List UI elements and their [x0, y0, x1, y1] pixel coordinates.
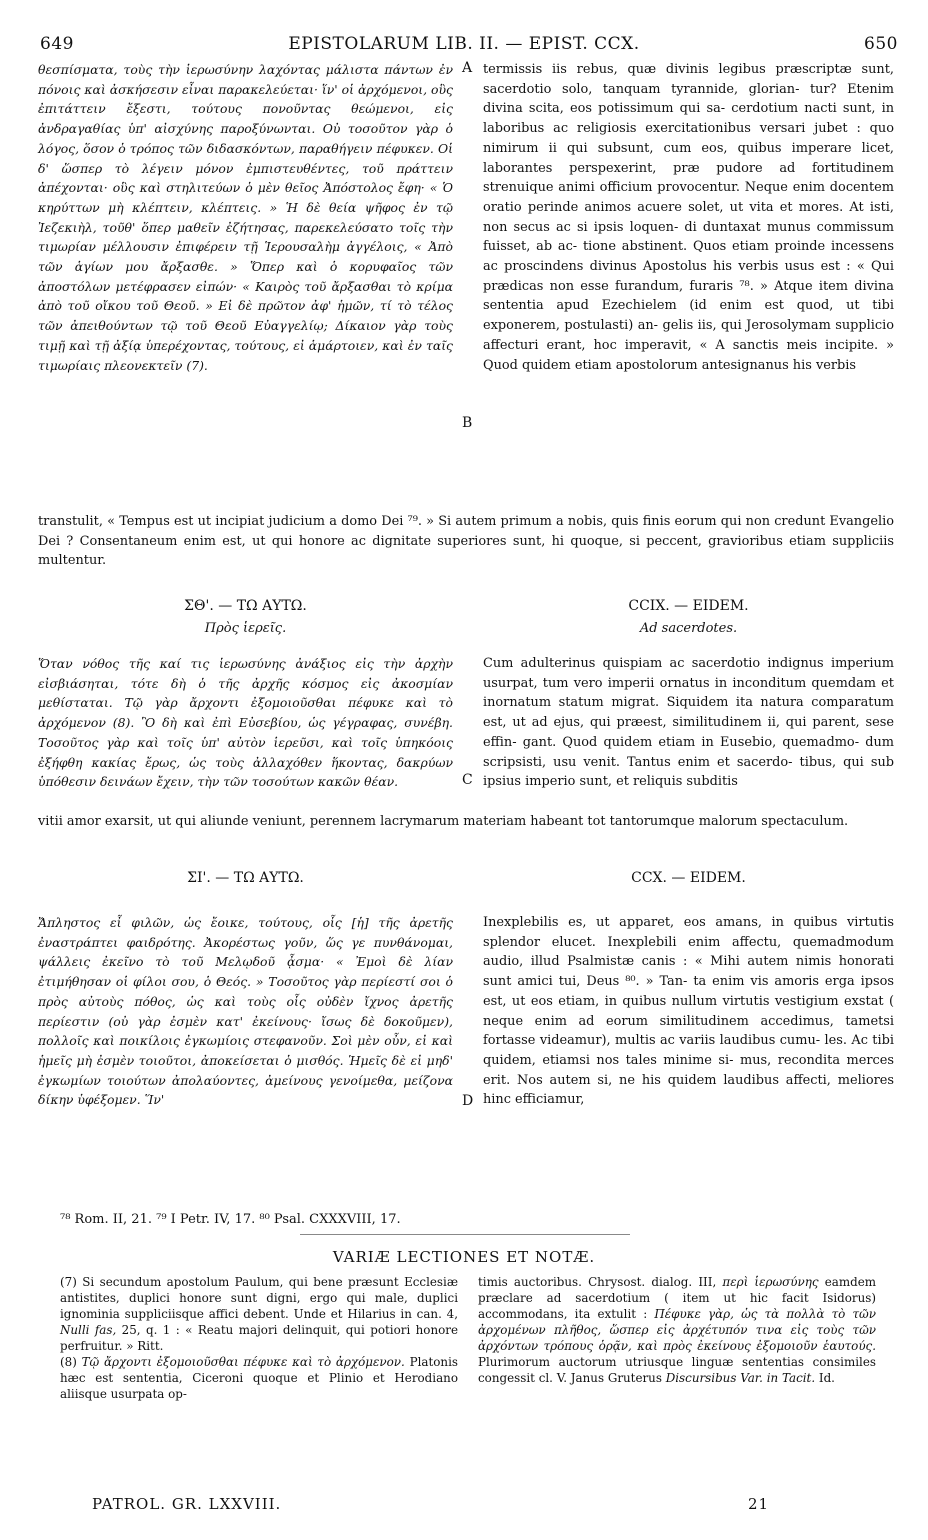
note-8-number: (8) — [60, 1355, 77, 1369]
note-8-continuation — [478, 1274, 876, 1386]
greek-text-1: θεσπίσματα, τοὺς τὴν ἱερωσύνην λαχόντας μάλιστα πάντων ἐν πόνοις καὶ ἀσκήσεσιν εἶναι παρακελεύεται· ἵν' οἱ ἀρχόμενοι, οὓς ἐπιτάττειν ἔξεστι, τούτους πονοῦντας θεώμενοι, εἰς ἀνδραγαθίας ὑπ' αἰσχύνης παροξύνωνται. Οὐ τοσοῦτον γὰρ ὁ λόγος, ὅσον ὁ τρόπος τῶν διδασκόντων, παραθήγειν πέφυκεν. Οἱ δ' ὥσπερ τὸ λέγειν μόνον ἐμπιστευθέντες, τοῦ πράττειν ἀπέχονται· οὓς καὶ στηλιτεύων ὁ μὲν θεῖος Ἀπόστολος ἔφη· « Ὁ κηρύττων μὴ κλέπτειν, κλέπτεις. » Ἡ δὲ θεία ψῆφος ἐν τῷ Ἰεζεκιὴλ, τοῦθ' ὅπερ μαθεῖν ἐζήτησας, παρεκελεύσατο τοῖς τὴν τιμωρίαν μέλλουσιν ἐπιφέρειν τῇ Ἱερουσαλὴμ ἀγγέλοις, « Ἀπὸ τῶν ἁγίων μου ἄρξασθε. » Ὅπερ καὶ ὁ κορυφαῖος τῶν ἀποστόλων μετέφρασεν εἰπών· « Καιρὸς τοῦ ἄρξασθαι τὸ κρίμα ἀπὸ τοῦ οἴκου τοῦ Θεοῦ. » Εἰ δὲ πρῶτον ἀφ' ἡμῶν, τί τὸ τέλος τῶν ἀπειθούντων τῷ τοῦ Θεοῦ Εὐαγγελίῳ; Δίκαιον γὰρ τοὺς τιμῇ καὶ τῇ ἀξίᾳ ὑπερέχοντας, τούτους, εἰ ἁμάρτοιεν, καὶ ἐν ταῖς τιμωρίαις πλεονεκτεῖν (7). — [38, 62, 453, 373]
latin-column-3 — [483, 913, 894, 1110]
note-cont-text-b: eamdem præclare ad sacerdotium ( item ut hic facit Isidorus) accommodans, ita extulit : — [478, 1275, 877, 1321]
note-cont-italic-b: Πέφυκε γὰρ, ὡς τὰ πολλὰ τὸ τῶν ἀρχομένων πλῆθος, ὥσπερ εἰς ἀρχέτυπόν τινα εἰς τοὺς τῶν ἀρχόντων τρόπους ὁρᾷν, καὶ πρὸς ἐκείνους ἐξομοιοῦν ἑαυτούς. — [478, 1307, 876, 1353]
page-number-left: 649 — [40, 34, 74, 54]
epistle-210-title-latin: CCX. — EIDEM. — [631, 870, 746, 886]
footer-series: PATROL. GR. LXXVIII. — [92, 1495, 282, 1513]
notes-title: VARIÆ LECTIONES ET NOTÆ. — [332, 1248, 596, 1266]
epistle-209-title-greek: ΣΘ'. — ΤΩ ΑΥΤΩ. — [184, 598, 307, 614]
note-cont-italic-a: περὶ ἱερωσύνης — [722, 1275, 819, 1289]
latin-text-1: termissis iis rebus, quæ divinis legibus præscriptæ sunt, sacerdotio solo, tanquam tyrannide, glorian- tur? Etenim divina scita, eos potissimum qui sa- cerdotium nacti sunt, in laboribus ac religiosis exercitationibus versari jubet : quo nimirum ii qui subsunt, cum eos, quibus imperare licet, laborantes perspexerint, præ pudore ad fortitudinem strenuique animi officium provocentur. Neque enim docentem oratio perinde animos acuere solet, ut vita et mores. At isti, non secus ac si ipsis loquen- di duntaxat munus commissum fuisset, ab ac- tione abstinent. Quos etiam proinde incessens ac proscindens divinus Apostolus his verbis usus est : « Qui prædicas non esse furandum, furaris ⁷⁸. » Atque item divina sententia apud Ezechielem (id enim est quod, ut tibi exponerem, postulasti) an- gelis iis, qui Jerosolymam supplicio affecturi erant, hoc imperavit, « A sanctis meis incipite. » Quod quidem etiam apostolorum antesignanus his verbis — [483, 62, 894, 373]
epistle-210-title-greek: ΣΙ'. — ΤΩ ΑΥΤΩ. — [187, 870, 304, 886]
latin-text-2-continuation: vitii amor exarsit, ut qui aliunde veniunt, perennem lacrymarum materiam habeant tot tantorumque malorum spectaculum. — [38, 814, 849, 829]
note-cont-text-a: timis auctoribus. Chrysost. dialog. III, — [478, 1275, 717, 1289]
margin-marker-d: D — [462, 1093, 474, 1109]
running-header — [30, 34, 898, 56]
note-8 — [60, 1354, 458, 1402]
note-8-text: Platonis hæc est sententia, Ciceroni quoque et Plinio et Herodiano aliisque usurpata op- — [60, 1355, 458, 1401]
scripture-references: ⁷⁸ Rom. II, 21. ⁷⁹ I Petr. IV, 17. ⁸⁰ Psal. CXXXVIII, 17. — [60, 1212, 401, 1227]
latin-text-2: Cum adulterinus quispiam ac sacerdotio indignus imperium usurpat, tum vero imperii ornatus in inconditum quemdam et inornatum statum migrat. Siquidem ita natura comparatum est, ut ad ejus, qui præest, similitudinem ii, qui parent, sese effin- gant. Quod quidem etiam in Eusebio, quemadmo- dum scripsisti, usu venit. Tantus enim et sacerdo- tibus, qui sub ipsius imperio sunt, et reliquis subditis — [483, 656, 894, 790]
margin-marker-b: B — [462, 415, 473, 431]
note-cont-text-c: Plurimorum auctorum utriusque linguæ sententias consimiles congessit cl. V. Janus Gruterus — [478, 1355, 876, 1385]
note-cont-text-d: Id. — [818, 1371, 835, 1385]
page-number-right: 650 — [864, 34, 898, 54]
epistle-209-title-latin: CCIX. — EIDEM. — [628, 598, 749, 614]
footer-signature: 21 — [748, 1495, 770, 1513]
margin-marker-c: C — [462, 772, 473, 788]
note-7 — [60, 1274, 458, 1354]
notes-left-column — [60, 1274, 458, 1402]
note-cont-italic-c: Discursibus Var. in Tacit. — [665, 1371, 816, 1385]
note-7-text-a: (7) Si secundum apostolum Paulum, qui bene præsunt Ecclesiæ antistites, duplici honore sunt digni, ergo qui male, duplici ignominia suppliciisque affici debent. Unde et Hilarius in can. 4, — [60, 1275, 458, 1321]
greek-column-3 — [38, 913, 453, 1110]
epistle-209-subtitle-latin: Ad sacerdotes. — [639, 621, 738, 636]
greek-text-2: Ὅταν νόθος τῆς καί τις ἱερωσύνης ἀνάξιος εἰς τὴν ἀρχὴν εἰσβιάσηται, τότε δὴ ὁ τῆς ἀρχῆς κόσμος εἰς ἀκοσμίαν μεθίσταται. Τῷ γὰρ ἄρχοντι ἐξομοιοῦσθαι πέφυκε καὶ τὸ ἀρχόμενον (8). Ὃ δὴ καὶ ἐπὶ Εὐσεβίου, ὡς γέγραφας, συνέβη. Τοσοῦτος γὰρ καὶ τοῖς ὑπ' αὐτὸν ἱερεῦσι, καὶ τοῖς ὑπηκόοις ἐξήφθη κακίας ἔρως, ὡς τοὺς ἀλλαχόθεν ἥκοντας, δακρύων ὑπόθεσιν δεινάων ἔχειν, τὴν τῶν τοσούτων κακῶν θέαν. — [38, 656, 453, 790]
note-7-italic: Nulli fas, — [60, 1323, 117, 1337]
epistle-209-subtitle-greek: Πρὸς ἱερεῖς. — [204, 621, 287, 636]
greek-column-2 — [38, 654, 453, 792]
running-title: EPISTOLARUM LIB. II. — EPIST. CCX. — [288, 34, 640, 54]
latin-column-2 — [483, 654, 894, 792]
notes-divider — [300, 1234, 630, 1235]
latin-column-1 — [483, 60, 894, 375]
greek-text-3: Ἄπληστος εἶ φιλῶν, ὡς ἔοικε, τούτους, οἷς [ἡ] τῆς ἀρετῆς ἐναστράπτει φαιδρότης. Ἀκορέστως γοῦν, ὥς γε πυνθάνομαι, ψάλλεις ἐκεῖνο τὸ τοῦ Μελῳδοῦ ᾆσμα· « Ἐμοὶ δὲ λίαν ἐτιμήθησαν οἱ φίλοι σου, ὁ Θεός. » Τοσοῦτος γὰρ περίεστί σοι ὁ πρὸς αὐτοὺς πόθος, ὡς καὶ τοὺς οἷς οὐδὲν ἴχνος ἀρετῆς περίεστιν (οὐ γὰρ ἐσμὲν κατ' ἐκείνους· ἴσως δὲ δοκοῦμεν), πολλοῖς καὶ ποικίλοις ἐγκωμίοις στεφανοῦν. Σοὶ μὲν οὖν, εἰ καὶ ἡμεῖς μὴ ἐσμὲν τοιοῦτοι, ἀποκείσεται ὁ μισθός. Ἡμεῖς δὲ εἰ μηδ' ἐγκωμίων τοιούτων ἀπολαύοντες, ἀμείνους γενοίμεθα, μείζονα δίκην ὑφέξομεν. Ἵν' — [38, 915, 453, 1108]
margin-marker-a: A — [462, 60, 473, 76]
notes-right-column — [478, 1274, 876, 1386]
latin-text-3: Inexplebilis es, ut apparet, eos amans, in quibus virtutis splendor elucet. Inexplebili enim affectu, quemadmodum audio, illud Psalmistæ canis : « Mihi autem nimis honorati sunt amici tui, Deus ⁸⁰. » Tan- ta enim vis amoris erga ipsos est, ut eos etiam, in quibus nullum virtutis vestigium exstat ( neque enim ad eorum similitudinem accedimus, tametsi fortasse videamur), multis ac variis laudibus cumu- les. Ac tibi quidem, etiamsi nos tales minime si- mus, recondita merces erit. Nos autem si, ne his quidem laudibus affecti, meliores hinc efficiamur, — [483, 915, 894, 1108]
latin-text-1-continuation: transtulit, « Tempus est ut incipiat judicium a domo Dei ⁷⁹. » Si autem primum a nobis, quis finis eorum qui non credunt Evangelio Dei ? Consentaneum enim est, ut qui honore ac dignitate superiores sunt, hi quoque, si peccent, gravioribus etiam suppliciis multentur. — [38, 514, 894, 569]
note-7-text-b: 25, q. 1 : « Reatu majori delinquit, qui potiori honore perfruitur. » Ritt. — [60, 1323, 459, 1353]
greek-column-1 — [38, 60, 453, 375]
note-8-italic: Τῷ ἄρχοντι ἐξομοιοῦσθαι πέφυκε καὶ τὸ ἀρχόμενον. — [81, 1355, 405, 1369]
